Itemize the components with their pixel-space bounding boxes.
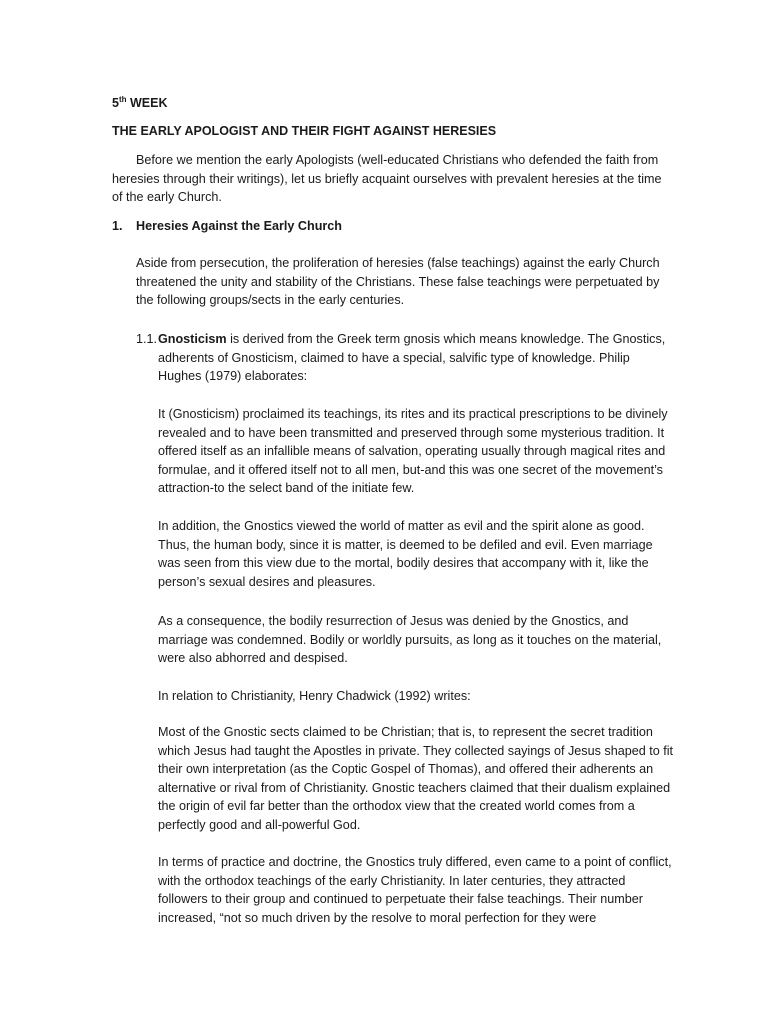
practice-doctrine-paragraph: In terms of practice and doctrine, the Gnostics truly differed, even came to a point of conflict, with the orthodox teachings of the early Christianity. In later centuries, they attracted followers to their group and continued to perpetuate their false teachings. Their number increased, “not so much driven by the resolve to moral perfection for they were bbox=[158, 855, 672, 925]
hughes-quote: It (Gnosticism) proclaimed its teachings, its rites and its practical prescriptions to be divinely revealed and to have been transmitted and preserved through some mysterious tradition. It offered itself as an infallible means of salvation, operating usually through magical rites and formulae, and it offered itself not to all men, but-and this was one secret of the movement’s attraction-to the select band of the initiate few. bbox=[158, 407, 668, 496]
document-title: THE EARLY APOLOGIST AND THEIR FIGHT AGAINST HERESIES bbox=[112, 124, 497, 138]
subsection-number: 1.1. bbox=[136, 332, 158, 346]
section-heading-text: Heresies Against the Early Church bbox=[136, 219, 343, 233]
section-number: 1. bbox=[112, 219, 123, 233]
section-paragraph: Aside from persecution, the proliferation of heresies (false teachings) against the early Church threatened the unity and stability of the Christians. These false teachings were perpetuated by the following groups/sects in the early centuries. bbox=[136, 256, 660, 308]
section-heading bbox=[112, 219, 342, 233]
chadwick-intro: In relation to Christianity, Henry Chadwick (1992) writes: bbox=[158, 689, 471, 703]
subsection-term: Gnosticism bbox=[158, 332, 227, 346]
subsection-gnosticism bbox=[136, 330, 674, 386]
week-label bbox=[112, 96, 168, 110]
subsection-body bbox=[158, 330, 674, 386]
matter-evil-paragraph: In addition, the Gnostics viewed the world of matter as evil and the spirit alone as good. Thus, the human body, since it is matter, is deemed to be defiled and evil. Even marriage was seen from this view due to the mortal, bodily desires that accompany with it, like the person’s sexual desires and pleasures. bbox=[158, 519, 653, 589]
resurrection-paragraph: As a consequence, the bodily resurrection of Jesus was denied by the Gnostics, and marriage was condemned. Bodily or worldly pursuits, as long as it touches on the material, were also abhorred and despised. bbox=[158, 614, 662, 666]
week-word: WEEK bbox=[130, 96, 168, 110]
week-ordinal-suffix: th bbox=[118, 94, 127, 104]
intro-paragraph: Before we mention the early Apologists (well-educated Christians who defended the faith from heresies through their writings), let us briefly acquaint ourselves with prevalent heresies at the time of the early Church. bbox=[112, 153, 662, 205]
week-number: 5 bbox=[112, 96, 119, 110]
chadwick-quote: Most of the Gnostic sects claimed to be Christian; that is, to represent the secret tradition which Jesus had taught the Apostles in private. They collected sayings of Jesus shaped to fit their own interpretation (as the Coptic Gospel of Thomas), and offered their adherents an alternative or rival from of Christianity. Gnostic teachers claimed that their dualism explained the origin of evil far better than the orthodox view that the created world comes from a perfectly good and all-powerful God. bbox=[158, 725, 674, 832]
subsection-text: is derived from the Greek term gnosis which means knowledge. The Gnostics, adherents of Gnosticism, claimed to have a special, salvific type of knowledge. Philip Hughes (1979) elaborates: bbox=[158, 332, 666, 384]
